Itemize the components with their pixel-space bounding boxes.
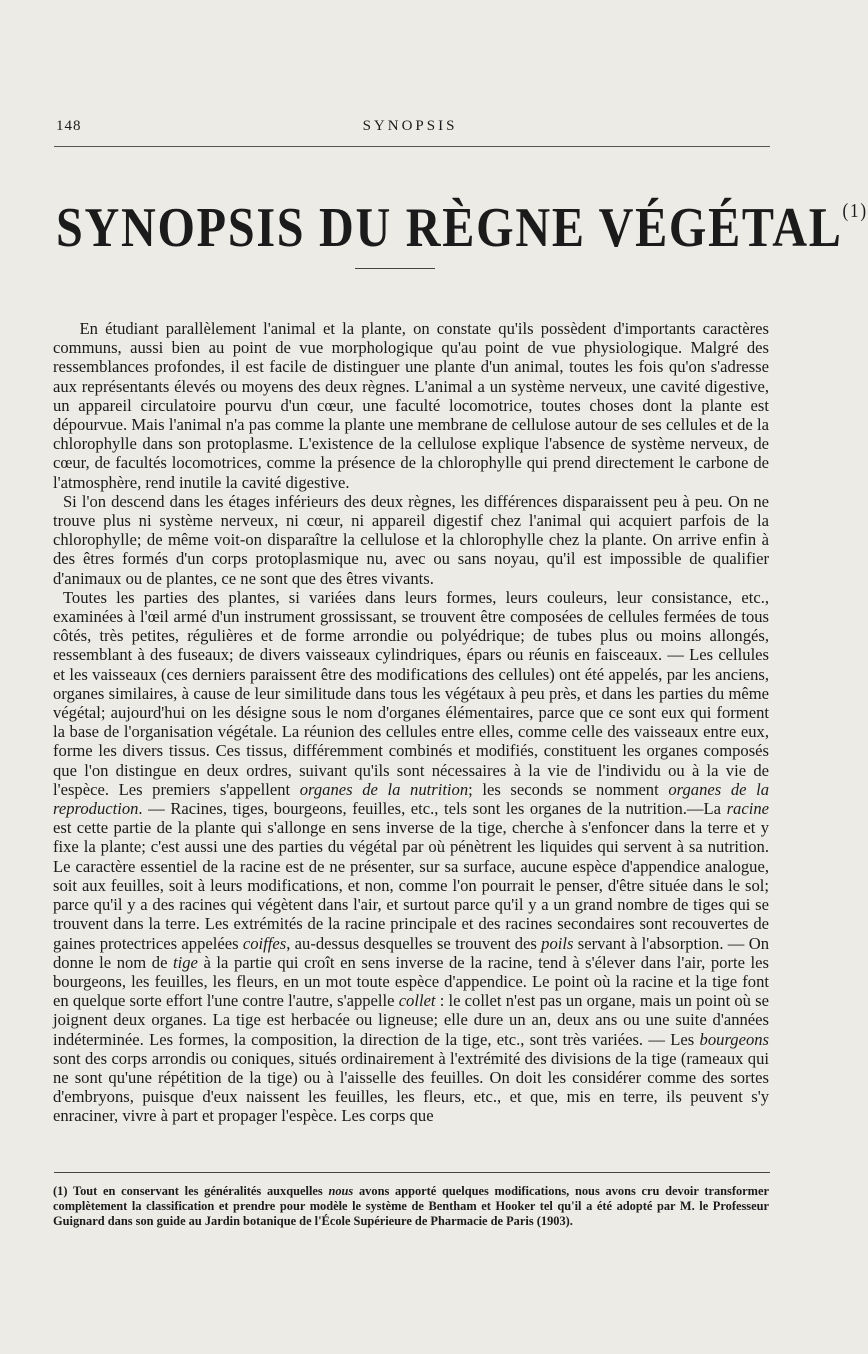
title-rule xyxy=(355,268,435,269)
italic-term: tige xyxy=(173,952,198,972)
running-head xyxy=(56,118,764,140)
chapter-title xyxy=(56,196,868,260)
italic-term: bourgeons xyxy=(699,1029,769,1049)
text-run: est cette partie de la plante qui s'allonge en sens inverse de la tige, cherche à s'enfoncer dans la terre et y fixe la plante; c'est aussi une des parties du végétal par où pénètrent les liquides qui servent à sa nutrition. Le caractère essentiel de la racine est de ne présenter, sur sa surface, aucune espèce d'appendice analogue, soit aux feuilles, soit à leurs modifications, et non, comme l'on pourrait le penser, d'être située dans le sol; parce qu'il y a des racines qui végètent dans l'air, et surtout parce qu'il y a un grand nombre de tiges qui se trouvent dans la terre. Les extrémités de la racine principale et des racines secondaires sont recouvertes de gaines protectrices appelées xyxy=(53,818,769,953)
footnote-marker: (1) xyxy=(842,200,868,222)
footnote-text: avons apporté quelques modifications, nous avons cru devoir transformer complètement la classification et prendre pour modèle le système de Bentham et Hooker tel qu'il a été adopté par M. le Professeur Guignard dans son guide au Jardin botanique de l'École Supérieure de Pharmacie de Paris (1903). xyxy=(53,1184,770,1229)
text-run: : le collet n'est pas un organe, mais un point où se joignent deux organes. La tige est herbacée ou ligneuse; elle dure un an, deux ans ou une suite d'années indéterminée. Les formes, la composition, la direction de la tige, etc., sont très variées. — Les xyxy=(53,991,769,1049)
italic-term: racine xyxy=(726,799,769,819)
footnote-text: (1) Tout en conservant les généralités auxquelles xyxy=(53,1184,329,1198)
text-run: à la partie qui croît en sens inverse de la racine, tend à s'élever dans l'air, porte les bourgeons, les feuilles, les fleurs, en un mot toute espèce d'appendice. Le point où la racine et la tige font en quelque sorte effort l'une contre l'autre, s'appelle xyxy=(53,952,769,1011)
header-rule xyxy=(54,146,770,147)
paragraph-3 xyxy=(53,588,769,1126)
chapter-title-text: SYNOPSIS DU RÈGNE VÉGÉTAL xyxy=(56,197,843,259)
paragraph-1: En étudiant parallèlement l'animal et la plante, on constate qu'ils possèdent d'importants caractères communs, aussi bien au point de vue morphologique qu'au point de vue physiologique. Malgré des ressemblances profondes, il est facile de distinguer une plante d'un animal, toutes les fois qu'on s'adresse aux représentants élevés ou moyens des deux règnes. L'animal a un système nerveux, une cavité digestive, un appareil circulatoire pourvu d'un cœur, une faculté locomotrice, toutes choses dont la plante est dépourvue. Mais l'animal n'a pas comme la plante une membrane de cellulose autour de ses cellules et de la chlorophylle dans son protoplasme. L'existence de la cellulose explique l'absence de système nerveux, de cœur, de facultés locomotrices, comme la présence de la chlorophylle qui prend directement le carbone de l'atmosphère, rend inutile la cavité digestive. xyxy=(53,319,769,492)
body-text xyxy=(53,319,769,1126)
italic-term: organes de la reproduction xyxy=(53,779,770,819)
running-title: SYNOPSIS xyxy=(362,118,458,134)
text-run: . — Racines, tiges, bourgeons, feuilles, etc., tels sont les organes de la nutrition.—La xyxy=(138,799,727,819)
text-run: Toutes les parties des plantes, si variées dans leurs formes, leurs couleurs, leur consistance, etc., examinées à l'œil armé d'un instrument grossissant, se trouvent être composées de cellules fermées de tous côtés, très petites, régulières et de forme arrondie ou polyédrique; de tubes plus ou moins allongés, ressemblant à des fuseaux; de divers vaisseaux cylindriques, épars ou réunis en faisceaux. — Les cellules et les vaisseaux (ces derniers paraissent être des modifications des cellules) ont été appelés, par les anciens, organes similaires, à cause de leur similitude dans tous les végétaux à peu près, et dans les parties du même végétal; aujourd'hui on les désigne sous le nom d'organes élémentaires, parce que ce sont eux qui forment la base de l'organisation végétale. La réunion des cellules entre elles, comme celle des vaisseaux entre eux, forme les divers tissus. Ces tissus, différemment combinés et modifiés, constituent les organes composés que l'on distingue en deux ordres, suivant qu'ils sont nécessaires à la vie de l'individu ou à la vie de l'espèce. Les premiers s'appellent xyxy=(53,587,769,799)
footnote xyxy=(53,1184,769,1230)
italic-term: coiffes xyxy=(242,933,287,953)
paragraph-2: Si l'on descend dans les étages inférieurs des deux règnes, les différences disparaissent peu à peu. On ne trouve plus ni système nerveux, ni cœur, ni appareil digestif chez l'animal qui acquiert parfois de la chlorophylle; de même voit-on disparaître la cellulose et la chlorophylle chez la plante. On arrive enfin à des êtres formés d'un corps protoplasmique nu, avec ou sans noyau, qu'il est impossible de qualifier d'animaux ou de plantes, ce ne sont que des êtres vivants. xyxy=(53,491,769,588)
italic-term: organes de la nutrition xyxy=(299,779,469,799)
italic-term: collet xyxy=(398,991,436,1011)
text-run: ; les seconds se nomment xyxy=(468,779,669,799)
text-run: sont des corps arrondis ou coniques, situés ordinairement à l'extrémité des divisions de la tige (rameaux qui ne sont qu'une répétition de la tige) ou à l'aisselle des feuilles. On doit les considérer comme des sortes d'embryons, puisque d'eux naissent les feuilles, les fleurs, etc., et que, mis en terre, ils peuvent s'y enraciner, vivre à part et propager l'espèce. Les corps que xyxy=(53,1048,769,1126)
footnote-italic: nous xyxy=(328,1184,354,1198)
text-run: , au-dessus desquelles se trouvent des xyxy=(286,933,542,953)
italic-term: poils xyxy=(541,933,574,953)
page-number: 148 xyxy=(56,118,82,134)
text-run: servant à l'absorption. — On donne le nom de xyxy=(53,933,769,972)
footnote-rule xyxy=(54,1172,770,1173)
